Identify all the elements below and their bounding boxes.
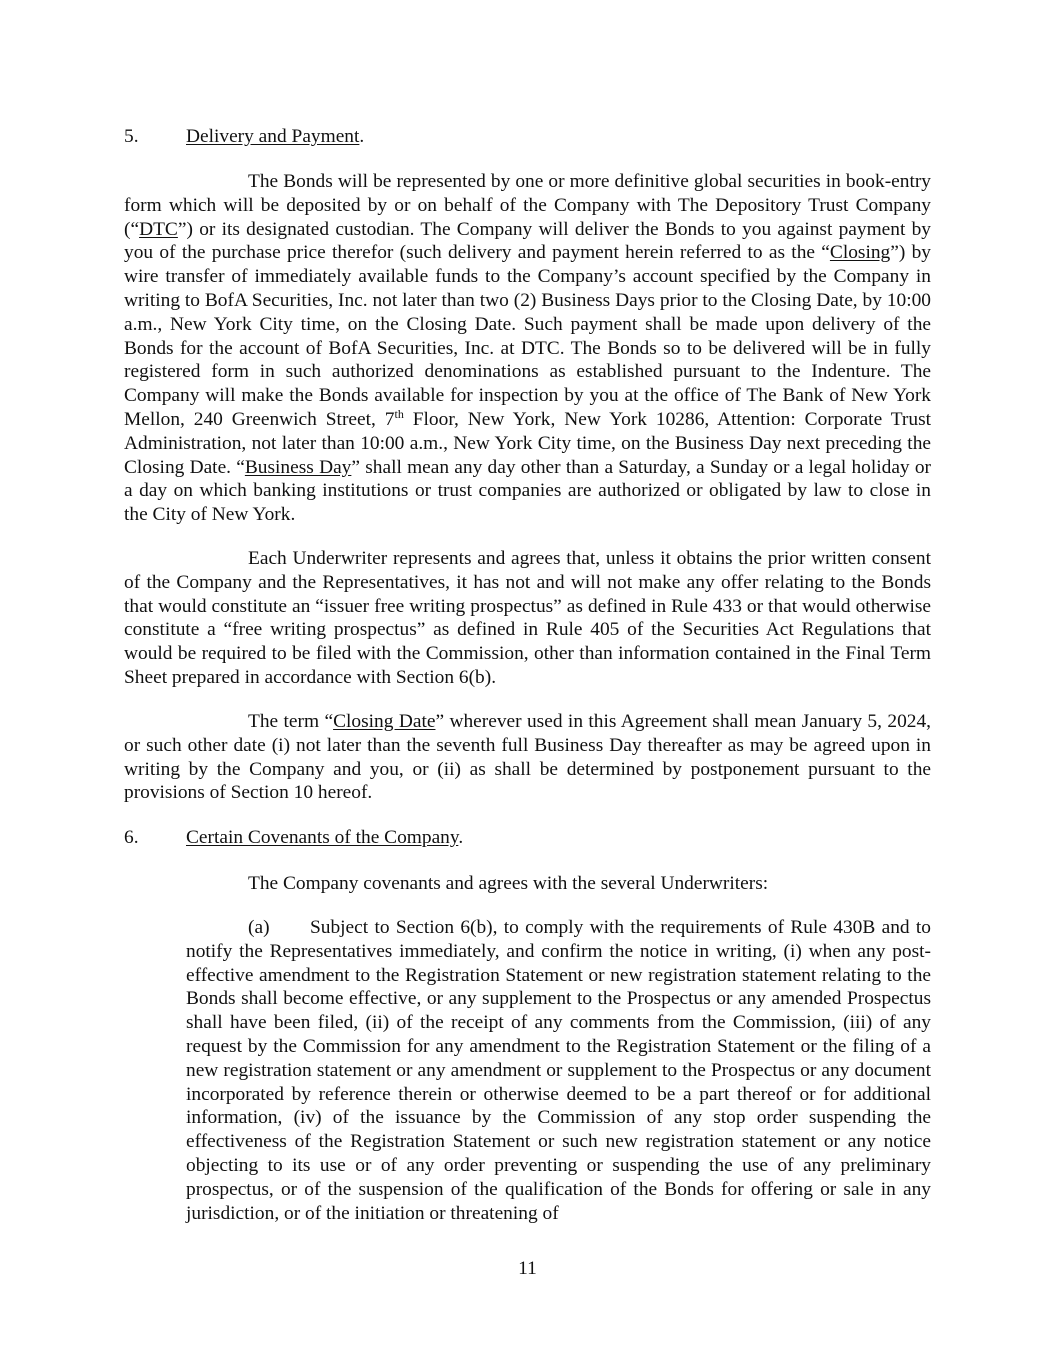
page-number: 11 [518, 1258, 537, 1279]
section-number: 5. [124, 126, 139, 147]
closing-date-paragraph: The term “Closing Date” wherever used in this Agreement shall mean January 5, 2024, or such other date (i) not later than the seventh full Business Day thereafter as may be agreed upon in writing by the Company and you, or (ii) as shall be determined by postponement pursuant to the provisions of Section 10 hereof. [124, 711, 932, 804]
section-6-heading: 6. Certain Covenants of the Company. [124, 827, 464, 848]
covenants-intro: The Company covenants and agrees with the several Underwriters: [248, 873, 769, 894]
underwriter-paragraph: Each Underwriter represents and agrees that, unless it obtains the prior written consent of the Company and the Representatives, it has not and will not make any offer relating to the Bonds that would constitute an “issuer free writing prospectus” as defined in Rule 433 or that would otherwise constitute a “free writing prospectus” as defined in Rule 405 of the Securities Act Regulations that would be required to be filed with the Commission, other than information contained in the Final Term Sheet prepared in accordance with Section 6(b). [124, 548, 931, 688]
defined-term-dtc: DTC [139, 218, 178, 240]
section-title: Certain Covenants of the Company [186, 827, 459, 848]
section-number: 6. [124, 827, 139, 848]
defined-term-closing-date: Closing Date [333, 711, 436, 732]
defined-term-closing: Closing [829, 242, 891, 264]
ordinal-suffix: th [394, 406, 404, 421]
list-marker: (a) [248, 917, 270, 938]
section-title: Delivery and Payment [186, 126, 360, 147]
covenant-a-paragraph: (a) Subject to Section 6(b), to comply with the requirements of Rule 430B and to notify the Representatives immediately, and confirm the notice in writing, (i) when any post-effective amendment to the Registration Statement or new registration statement relating to the Bonds shall become effective, or any supplement to the Prospectus or any amended Prospectus shall have been filed, (ii) of the receipt of any comments from the Commission, (iii) of any request by the Commission for any amendment to the Registration Statement or the filing of a new registration statement or any amendment or supplement to the Prospectus or any document incorporated by reference therein or otherwise deemed to be a part thereof or for additional information, (iv) of the issuance by the Commission of any stop order suspending the effectiveness of the Registration Statement or such new registration statement or any notice objecting to its use or of any order preventing or suspending the use of any preliminary prospectus, or of the suspension of the qualification of the Bonds for offering or sale in any jurisdiction, or of the initiation or threatening of [186, 917, 931, 1224]
section-5-heading: 5. Delivery and Payment. [124, 126, 365, 147]
delivery-paragraph: The Bonds will be represented by one or more definitive global securities in book-entry form which will be deposited by or on behalf of the Company with The Depository Trust Company (“DTC”) or its designated custodian. The Company will deliver the Bonds to you against payment by you of the purchase price therefor (such delivery and payment herein referred to as the “Closing”) by wire transfer of immediately available funds to the Company’s account specified by the Company in writing to BofA Securities, Inc. not later than two (2) Business Days prior to the Closing Date, by 10:00 a.m., New York City time, on the Closing Date. Such payment shall be made upon delivery of the Bonds for the account of BofA Securities, Inc. at DTC. The Bonds so to be delivered will be in fully registered form in such authorized denominations as established pursuant to the Indenture. The Company will make the Bonds available for inspection by you at the office of The Bank of New York Mellon, 240 Greenwich Street, 7th Floor, New York, New York 10286, Attention: Corporate Trust Administration, not later than 10:00 a.m., New York City time, on the Business Day next preceding the Closing Date. “Business Day” shall mean any day other than a Saturday, a Sunday or a legal holiday or a day on which banking institutions or trust companies are authorized or obligated by law to close in the City of New York. [124, 171, 932, 526]
defined-term-business-day: Business Day [244, 456, 352, 478]
